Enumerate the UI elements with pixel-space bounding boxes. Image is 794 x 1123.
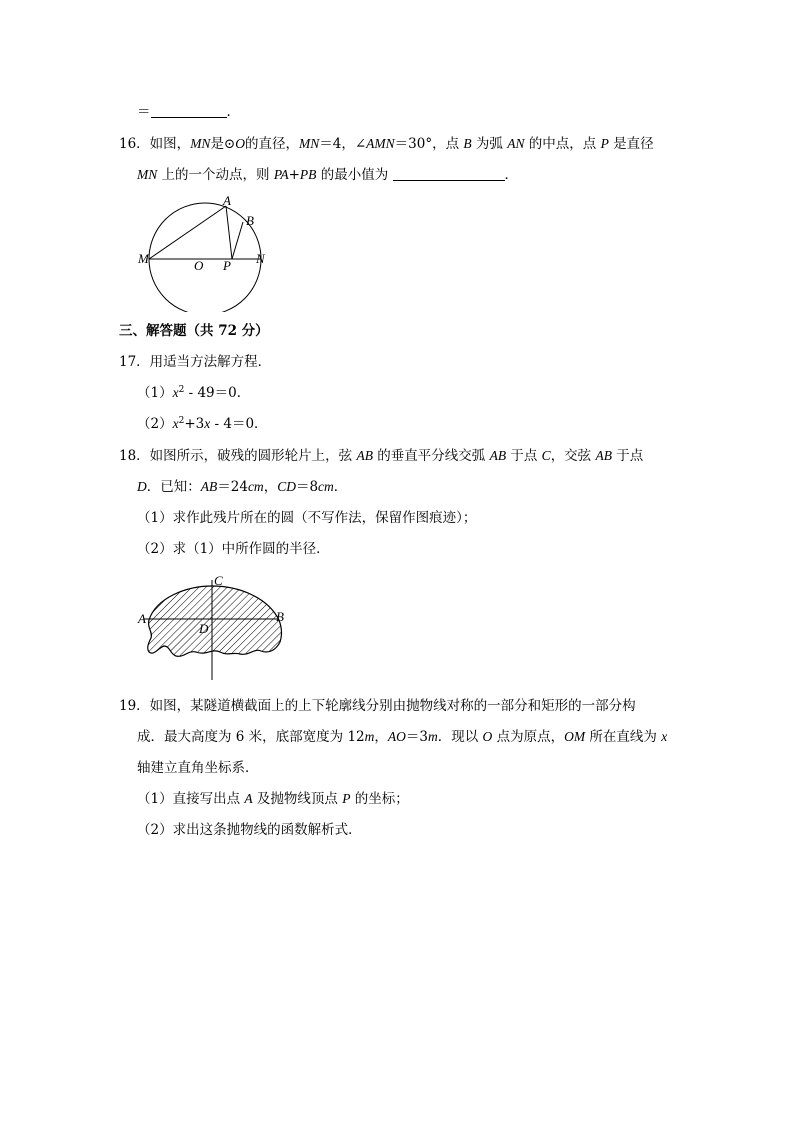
q18-line2 [137, 477, 347, 497]
label-b: B [246, 213, 254, 228]
label-a: A [138, 611, 146, 626]
circle-o [149, 203, 261, 312]
text: ＝8 [295, 479, 319, 495]
text: ， [263, 479, 278, 495]
q19-line3: 轴建立直角坐标系． [137, 760, 259, 776]
q16-line2 [137, 165, 518, 185]
label-a: A [223, 193, 231, 208]
text: 16．如图， [119, 136, 191, 152]
text: 的最小值为 [316, 167, 393, 183]
text: 上的一个动点，则 [157, 167, 274, 183]
var: x [661, 729, 668, 744]
var: C [541, 448, 551, 463]
section-heading: 三、解答题（共 72 分） [119, 323, 269, 339]
label-c: C [214, 573, 223, 588]
unit: m [364, 729, 375, 744]
q19-part1 [137, 789, 409, 809]
q16-circle-figure [130, 192, 280, 312]
var: P [600, 136, 609, 151]
text: ．已知： [146, 479, 201, 495]
text: 点为原点， [492, 729, 565, 745]
label-d: D [199, 621, 209, 636]
text: 的中点，点 [524, 136, 601, 152]
text: （2） [137, 416, 173, 432]
var: A [244, 791, 253, 806]
var: x [204, 416, 211, 431]
exponent: 2 [178, 385, 185, 395]
label-n: N [256, 251, 265, 266]
chord-ma [149, 206, 226, 259]
text: ＝3 [405, 729, 428, 745]
text: 是⊙ [210, 136, 236, 152]
label-o: O [194, 258, 204, 273]
var: AB [200, 479, 218, 494]
q18-line1 [119, 446, 643, 466]
text: 成．最大高度为 6 米，底部宽度为 12 [137, 729, 365, 745]
period: ． [226, 104, 240, 120]
text: - 4＝0． [210, 416, 268, 432]
label-m: M [138, 251, 149, 266]
text: ＝30°，点 [394, 136, 464, 152]
label-p: P [223, 258, 231, 273]
text: - 49＝0． [184, 385, 251, 401]
text: +3 [184, 416, 205, 432]
q16-line1 [119, 134, 654, 154]
label-b: B [276, 609, 284, 624]
var: AO [387, 729, 406, 744]
text: 是直径 [608, 136, 654, 152]
text: ＝4，∠ [319, 136, 367, 152]
text: 的直径， [245, 136, 299, 152]
var: x [172, 416, 179, 431]
unit: cm [318, 479, 334, 494]
q17-stem: 17．用适当方法解方程． [119, 354, 272, 370]
text: ．现以 [437, 729, 483, 745]
var: CD [277, 479, 296, 494]
text: ． [333, 479, 348, 495]
var: AN [507, 136, 525, 151]
answer-blank[interactable] [151, 103, 227, 118]
period: ． [504, 167, 519, 183]
text: 的垂直平分线交弧 [372, 448, 490, 464]
var: AB [489, 448, 507, 463]
hatched-fragment [148, 586, 282, 656]
text: 所在直线为 [585, 729, 662, 745]
equals-sign: ＝ [137, 104, 151, 120]
text: ＝24 [217, 479, 248, 495]
text: ，交弦 [550, 448, 596, 464]
var: AB [595, 448, 612, 463]
var: P [342, 791, 351, 806]
q18-part2: （2）求（1）中所作圆的半径． [137, 541, 330, 557]
var: PA [273, 167, 289, 182]
unit: cm [247, 479, 264, 494]
text: 于点 [506, 448, 542, 464]
q19-part2: （2）求出这条抛物线的函数解析式． [137, 822, 362, 838]
var: MN [299, 136, 320, 151]
var: D [137, 479, 147, 494]
unit: m [428, 729, 438, 744]
segment-pb [232, 222, 243, 259]
var: x [172, 385, 179, 400]
text: （1） [137, 385, 173, 401]
var: O [235, 136, 245, 151]
text: 为弧 [471, 136, 508, 152]
q19-line1: 19．如图，某隧道横截面上的上下轮廓线分别由抛物线对称的一部分和矩形的一部分构 [119, 698, 636, 714]
text: 18．如图所示，破残的圆形轮片上，弦 [119, 448, 357, 464]
prev-answer-line [137, 102, 240, 122]
text: ， [374, 729, 388, 745]
var: PB [299, 167, 317, 182]
text: （1）直接写出点 [137, 791, 245, 807]
q18-wheel-figure [136, 572, 296, 684]
text: 于点 [611, 448, 644, 464]
var: B [463, 136, 472, 151]
var: AB [356, 448, 373, 463]
var: MN [137, 167, 158, 182]
q17-part1 [137, 383, 250, 403]
text: 及抛物线顶点 [252, 791, 343, 807]
var: MN [190, 136, 211, 151]
var: O [482, 729, 493, 744]
q18-part1: （1）求作此残片所在的圆（不写作法，保留作图痕迹）； [137, 510, 477, 526]
q19-line2 [137, 727, 667, 747]
q17-part2 [137, 414, 268, 434]
var: OM [564, 729, 586, 744]
text: 的坐标； [350, 791, 409, 807]
var: AMN [366, 136, 395, 151]
exponent: 2 [178, 416, 185, 426]
segment-pa [226, 206, 232, 259]
answer-blank[interactable] [393, 166, 505, 181]
text: + [288, 167, 300, 183]
